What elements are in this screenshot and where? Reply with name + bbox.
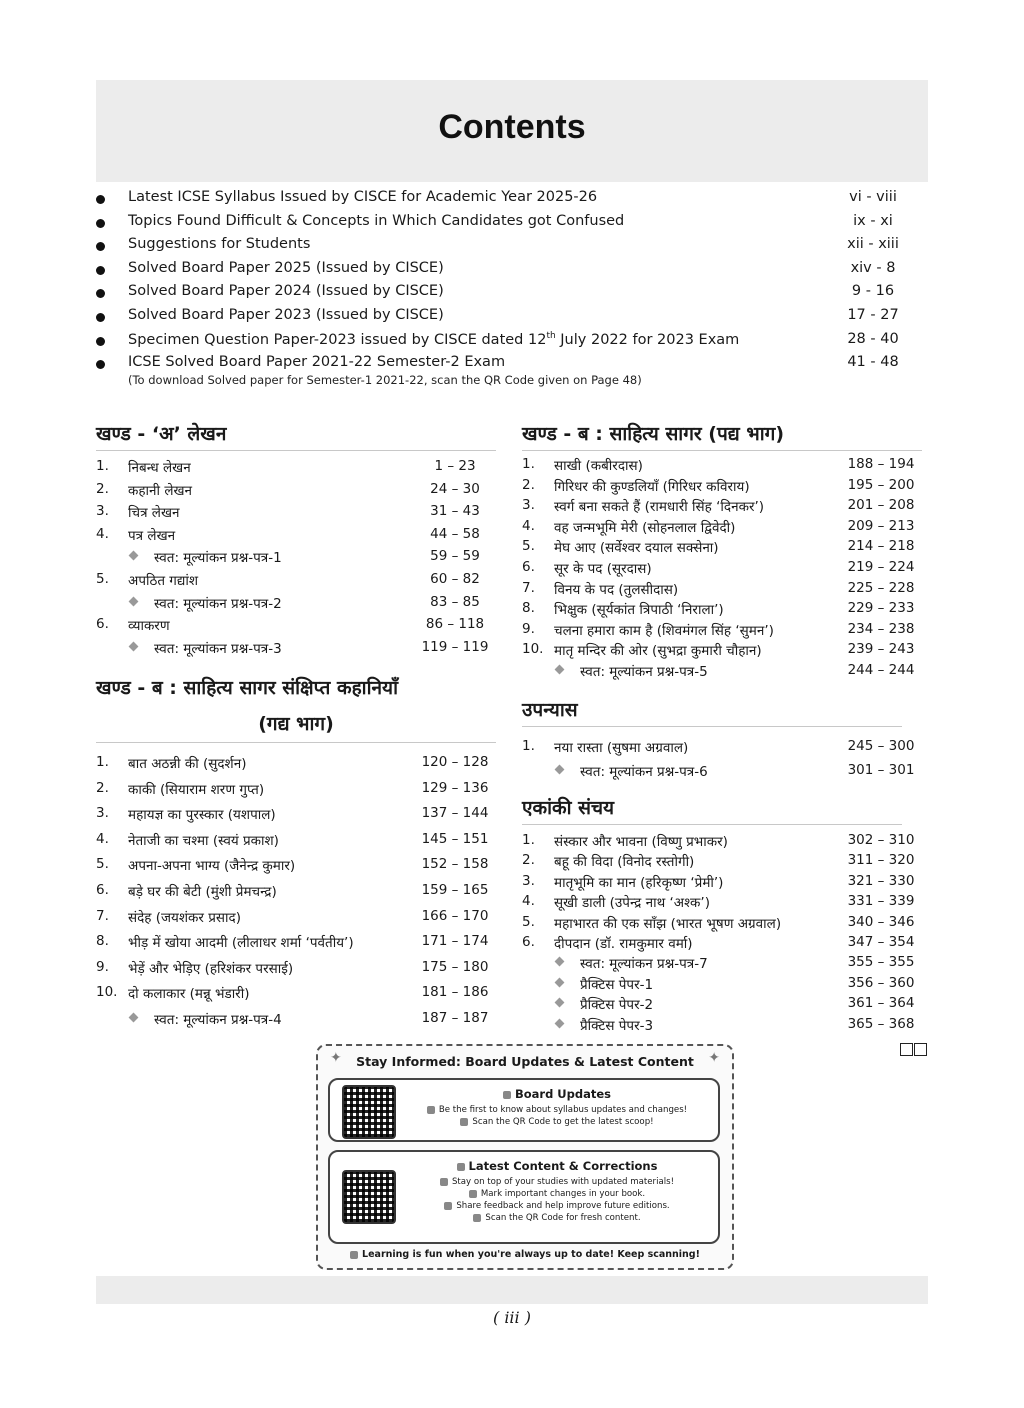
chapter-number: 1. (96, 458, 109, 474)
item-pages: 229 – 233 (847, 600, 915, 617)
item-pages: 234 – 238 (847, 620, 915, 637)
item-pages: 28 - 40 (847, 330, 899, 347)
phone-icon (460, 1118, 468, 1126)
item-label: भीड़ में खोया आदमी (लीलाधर शर्मा ‘पर्वतीय’) (128, 935, 354, 952)
item-pages: 347 – 354 (847, 934, 915, 950)
chapter-number: 4. (96, 830, 109, 847)
item-pages: 181 – 186 (421, 984, 489, 1001)
item-label: महाभारत की एक साँझ (भारत भूषण अग्रवाल) (554, 915, 782, 932)
item-label: अपना-अपना भाग्य (जैनेन्द्र कुमार) (128, 858, 296, 875)
chapter-number: 5. (96, 571, 109, 587)
contents-item (96, 282, 918, 306)
chapter-number: 1. (96, 754, 109, 770)
diamond-icon (129, 641, 139, 651)
item-label: स्वत: मूल्यांकन प्रश्न-पत्र-1 (154, 550, 282, 567)
item-label: मेघ आए (सर्वेश्वर दयाल सक्सेना) (554, 540, 719, 557)
item-pages: 129 – 136 (421, 779, 489, 796)
item-label: दीपदान (डॉ. रामकुमार वर्मा) (554, 936, 693, 952)
item-pages: 311 – 320 (847, 852, 915, 869)
item-pages: 244 – 244 (847, 662, 915, 678)
item-pages: 302 – 310 (847, 832, 915, 848)
item-label: स्वत: मूल्यांकन प्रश्न-पत्र-5 (580, 664, 708, 680)
section-b-poetry-heading: खण्ड - ब : साहित्य सागर (पद्य भाग) (522, 420, 922, 451)
end-mark-box (900, 1043, 913, 1056)
latest-content-card (328, 1150, 720, 1244)
section-b-prose-subheading: (गद्य भाग) (96, 710, 496, 743)
chapter-number: 4. (522, 893, 535, 910)
chapter-number: 4. (96, 525, 109, 542)
chapter-number: 9. (522, 620, 535, 637)
general-contents-list (96, 188, 918, 377)
item-pages: 166 – 170 (421, 907, 489, 924)
contents-item (96, 330, 918, 354)
item-pages: 159 – 165 (421, 882, 489, 898)
rocket-icon (503, 1091, 511, 1099)
item-pages: 41 - 48 (847, 354, 899, 371)
check-icon (469, 1190, 477, 1198)
item-label: स्वत: मूल्यांकन प्रश्न-पत्र-3 (154, 640, 282, 657)
item-pages: 219 – 224 (847, 559, 915, 575)
chapter-number: 3. (96, 805, 109, 822)
item-label: गिरिधर की कुण्डलियाँ (गिरिधर कविराय) (554, 478, 750, 495)
books-icon (457, 1163, 465, 1171)
chapter-number: 2. (96, 480, 109, 497)
page-number: ( iii ) (492, 1308, 531, 1327)
item-pages: 24 – 30 (430, 480, 480, 497)
item-label: सूखी डाली (उपेन्द्र नाथ ‘अश्क’) (554, 895, 710, 912)
phone-icon (473, 1214, 481, 1222)
chapter-number: 1. (522, 832, 535, 848)
item-pages: 245 – 300 (847, 738, 915, 754)
item-label: संदेह (जयशंकर प्रसाद) (128, 909, 241, 926)
party-popper-icon: ✦ (330, 1050, 342, 1066)
contents-item (96, 212, 918, 236)
item-pages: 209 – 213 (847, 517, 915, 534)
item-label: Solved Board Paper 2025 (Issued by CISCE) (128, 259, 444, 276)
chapter-number: 3. (522, 872, 535, 889)
pencil-icon (444, 1202, 452, 1210)
item-label: संस्कार और भावना (विष्णु प्रभाकर) (554, 834, 728, 850)
bullet-icon (96, 337, 105, 346)
item-pages: 171 – 174 (421, 933, 489, 950)
qr-code[interactable] (342, 1170, 396, 1224)
item-pages: 321 – 330 (847, 872, 915, 889)
contents-item (96, 306, 918, 330)
item-pages: xii - xiii (847, 236, 899, 253)
item-label: चित्र लेखन (128, 505, 180, 522)
bullet-icon (96, 289, 105, 298)
item-label: बहू की विदा (विनोद रस्तोगी) (554, 854, 695, 871)
item-pages: ix - xi (853, 212, 893, 229)
item-label: चलना हमारा काम है (शिवमंगल सिंह ‘सुमन’) (554, 622, 774, 639)
item-label: Suggestions for Students (128, 236, 311, 253)
top-note: (To download Solved paper for Semester-1 2021-22, scan the QR Code given on Page 48) (128, 373, 642, 387)
item-label: बड़े घर की बेटी (मुंशी प्रेमचन्द्र) (128, 884, 277, 900)
chapter-number: 2. (522, 476, 535, 493)
item-pages: 187 – 187 (421, 1010, 489, 1026)
item-pages: 355 – 355 (847, 954, 915, 971)
item-pages: 17 - 27 (847, 306, 899, 323)
item-label: प्रैक्टिस पेपर-1 (580, 976, 654, 993)
item-pages: 201 – 208 (847, 497, 915, 514)
bullet-icon (96, 195, 105, 204)
section-a-heading: खण्ड - ‘अ’ लेखन (96, 420, 496, 451)
item-pages: 195 – 200 (847, 476, 915, 493)
item-label: व्याकरण (128, 618, 170, 635)
item-pages: 119 – 119 (421, 638, 489, 655)
chapter-number: 9. (96, 958, 109, 975)
item-pages: 31 – 43 (430, 503, 480, 520)
chapter-number: 5. (522, 913, 535, 930)
item-pages: 9 - 16 (851, 283, 895, 300)
diamond-icon (555, 957, 565, 967)
item-label: Specimen Question Paper-2023 issued by CISCE dated 12th July 2022 for 2023 Exam (128, 330, 740, 348)
megaphone-icon (427, 1106, 435, 1114)
chapter-number: 7. (96, 907, 109, 924)
item-label: स्वत: मूल्यांकन प्रश्न-पत्र-2 (154, 595, 282, 612)
contents-item (96, 259, 918, 283)
item-pages: 44 – 58 (430, 525, 480, 542)
item-label: साखी (कबीरदास) (554, 458, 643, 474)
section-b-prose-heading: खण्ड - ब : साहित्य सागर संक्षिप्त कहानियाँ (96, 677, 398, 699)
item-pages: 361 – 364 (847, 995, 915, 1012)
diamond-icon (555, 998, 565, 1008)
chapter-number: 6. (522, 934, 535, 950)
item-pages: 365 – 368 (847, 1015, 915, 1032)
item-label: स्वत: मूल्यांकन प्रश्न-पत्र-4 (154, 1012, 282, 1028)
card-title: Board Updates (400, 1088, 714, 1100)
card-line: Scan the QR Code to get the latest scoop! (400, 1116, 714, 1128)
chapter-number: 7. (522, 579, 535, 596)
item-pages: 214 – 218 (847, 538, 915, 555)
card-line: Stay on top of your studies with updated materials! (400, 1176, 714, 1188)
item-label: विनय के पद (तुलसीदास) (554, 581, 679, 598)
diamond-icon (129, 596, 139, 606)
bullet-icon (96, 266, 105, 275)
item-pages: 239 – 243 (847, 641, 915, 658)
card-line: Be the first to know about syllabus updates and changes! (400, 1104, 714, 1116)
bullet-icon (96, 242, 105, 251)
diamond-icon (129, 551, 139, 561)
item-label: निबन्ध लेखन (128, 460, 191, 476)
page-title: Contents (438, 108, 586, 146)
item-pages: 120 – 128 (421, 754, 489, 770)
item-label: प्रैक्टिस पेपर-2 (580, 997, 654, 1014)
chapter-number: 4. (522, 517, 535, 534)
chapter-number: 5. (522, 538, 535, 555)
item-pages: 145 – 151 (421, 830, 489, 847)
party-popper-icon: ✦ (708, 1050, 720, 1066)
chapter-number: 5. (96, 856, 109, 873)
promo-footer: Learning is fun when you're always up to date! Keep scanning! (318, 1249, 732, 1260)
promo-title: Stay Informed: Board Updates & Latest Content (356, 1054, 694, 1069)
item-label: वह जन्मभूमि मेरी (सोहनलाल द्विवेदी) (554, 519, 736, 536)
item-label: स्वत: मूल्यांकन प्रश्न-पत्र-7 (580, 956, 708, 973)
promo-box (316, 1044, 734, 1270)
item-pages: 152 – 158 (421, 856, 489, 873)
bullet-icon (96, 219, 105, 228)
drama-heading: एकांकी संचय (522, 794, 902, 825)
item-label: स्वर्ग बना सकते हैं (रामधारी सिंह ‘दिनकर’) (554, 499, 765, 516)
chapter-number: 6. (522, 559, 535, 575)
end-mark-box (914, 1043, 927, 1056)
chapter-number: 2. (96, 779, 109, 796)
diamond-icon (555, 977, 565, 987)
item-label: काकी (सियाराम शरण गुप्त) (128, 781, 265, 798)
diamond-icon (129, 1013, 139, 1023)
lightbulb-icon (350, 1251, 358, 1259)
chapter-number: 10. (96, 984, 118, 1001)
item-pages: 331 – 339 (847, 893, 915, 910)
item-pages: 59 – 59 (430, 548, 480, 565)
item-label: सूर के पद (सूरदास) (554, 561, 652, 577)
item-label: स्वत: मूल्यांकन प्रश्न-पत्र-6 (580, 764, 708, 780)
novel-heading: उपन्यास (522, 696, 902, 727)
item-pages: 175 – 180 (421, 958, 489, 975)
item-label: नेताजी का चश्मा (स्वयं प्रकाश) (128, 832, 279, 849)
card-line: Share feedback and help improve future editions. (400, 1200, 714, 1212)
item-label: Solved Board Paper 2024 (Issued by CISCE) (128, 283, 444, 300)
chapter-number: 1. (522, 738, 535, 754)
item-label: दो कलाकार (मन्नू भंडारी) (128, 986, 250, 1003)
contents-item (96, 235, 918, 259)
chapter-number: 1. (522, 456, 535, 472)
item-label: कहानी लेखन (128, 482, 193, 499)
chapter-number: 6. (96, 882, 109, 898)
item-pages: 225 – 228 (847, 579, 915, 596)
chapter-number: 10. (522, 641, 544, 658)
card-line: Mark important changes in your book. (400, 1188, 714, 1200)
item-label: बात अठन्नी की (सुदर्शन) (128, 756, 247, 772)
diamond-icon (555, 1018, 565, 1028)
item-pages: 137 – 144 (421, 805, 489, 822)
bullet-icon (96, 313, 105, 322)
item-pages: 86 – 118 (425, 616, 485, 633)
item-label: Topics Found Difficult & Concepts in Which Candidates got Confused (128, 212, 625, 229)
item-label: नया रास्ता (सुषमा अग्रवाल) (554, 740, 689, 756)
item-label: मातृ मन्दिर की ओर (सुभद्रा कुमारी चौहान) (554, 643, 762, 660)
item-pages: 356 – 360 (847, 974, 915, 991)
item-label: प्रैक्टिस पेपर-3 (580, 1017, 654, 1034)
chapter-number: 6. (96, 616, 109, 633)
board-updates-card (328, 1078, 720, 1142)
chapter-number: 8. (522, 600, 535, 617)
contents-item (96, 188, 918, 212)
chapter-number: 3. (522, 497, 535, 514)
item-label: अपठित गद्यांश (128, 573, 199, 589)
sparkle-icon (440, 1178, 448, 1186)
item-label: ICSE Solved Board Paper 2021-22 Semester-2 Exam (128, 354, 506, 371)
card-title: Latest Content & Corrections (400, 1160, 714, 1172)
item-label: Latest ICSE Syllabus Issued by CISCE for Academic Year 2025-26 (128, 189, 598, 205)
diamond-icon (555, 765, 565, 775)
item-pages: vi - viii (849, 189, 897, 205)
chapter-number: 2. (522, 852, 535, 869)
item-pages: 83 – 85 (430, 593, 480, 610)
card-line: Scan the QR Code for fresh content. (400, 1212, 714, 1224)
qr-code[interactable] (342, 1085, 396, 1139)
chapter-number: 8. (96, 933, 109, 950)
chapter-number: 3. (96, 503, 109, 520)
diamond-icon (555, 665, 565, 675)
item-pages: 301 – 301 (847, 762, 915, 778)
item-pages: 188 – 194 (847, 456, 915, 472)
item-pages: xiv - 8 (850, 259, 896, 276)
item-pages: 1 – 23 (434, 458, 476, 474)
item-label: भेड़ें और भेड़िए (हरिशंकर परसाई) (128, 960, 294, 977)
item-label: मातृभूमि का मान (हरिकृष्ण ‘प्रेमी’) (554, 874, 724, 891)
item-label: भिक्षुक (सूर्यकांत त्रिपाठी ‘निराला’) (554, 602, 724, 619)
item-label: महायज्ञ का पुरस्कार (यशपाल) (128, 807, 276, 824)
footer-band (96, 1276, 928, 1304)
item-pages: 60 – 82 (430, 571, 480, 587)
item-label: Solved Board Paper 2023 (Issued by CISCE) (128, 306, 444, 323)
item-pages: 340 – 346 (847, 913, 915, 930)
bullet-icon (96, 360, 105, 369)
item-label: पत्र लेखन (128, 527, 176, 544)
